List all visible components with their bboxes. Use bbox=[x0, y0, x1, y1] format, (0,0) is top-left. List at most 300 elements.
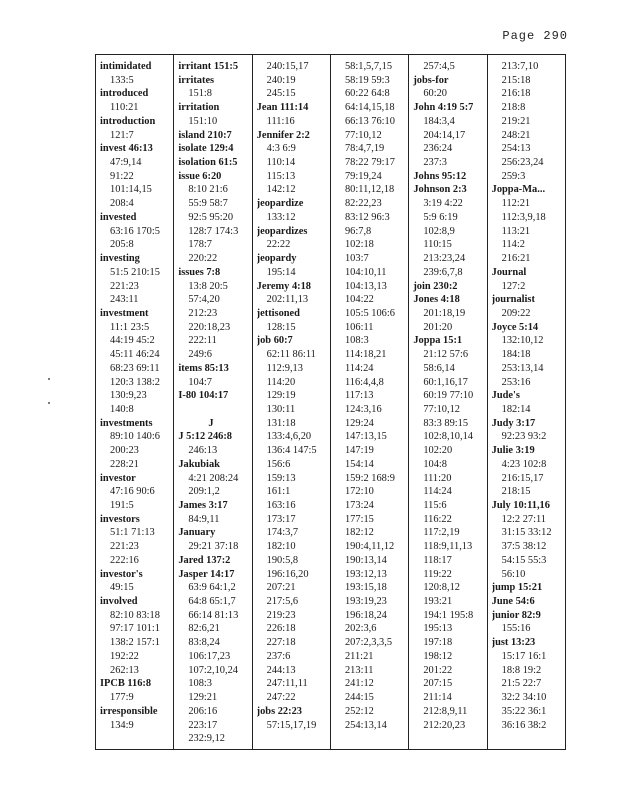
index-reference: 128:15 bbox=[266, 321, 296, 333]
index-reference: 114:24 bbox=[344, 362, 374, 374]
index-reference: 64:8 65:1,7 bbox=[188, 596, 236, 608]
index-reference: 257:4,5 bbox=[423, 61, 455, 72]
index-reference: 102:20 bbox=[423, 445, 453, 457]
index-reference: 173:24 bbox=[344, 500, 374, 511]
index-reference: 82:6,21 bbox=[188, 623, 220, 635]
index-column-4 bbox=[330, 55, 408, 749]
index-reference: 184:18 bbox=[501, 349, 531, 361]
page-number: Page 290 bbox=[502, 29, 568, 43]
index-reference: 111:20 bbox=[423, 472, 452, 484]
index-reference: 66:13 76:10 bbox=[344, 115, 395, 127]
index-column-6 bbox=[487, 55, 565, 749]
index-reference: 127:2 bbox=[501, 280, 526, 292]
index-term: Jones 4:18 bbox=[413, 294, 460, 306]
index-reference: 101:14,15 bbox=[110, 184, 152, 196]
index-reference: 212:20,23 bbox=[423, 719, 466, 731]
index-reference: 216:21 bbox=[501, 253, 531, 265]
index-reference: 117:13 bbox=[344, 390, 374, 402]
index-reference: 57:4,20 bbox=[188, 294, 220, 306]
index-reference: 202:3,6 bbox=[344, 623, 377, 635]
index-term: jeopardy bbox=[256, 253, 297, 265]
index-reference: 201:22 bbox=[423, 664, 453, 676]
index-reference: 194:1 195:8 bbox=[423, 609, 474, 621]
index-term: jeopardizes bbox=[256, 225, 308, 237]
index-reference: 120:8,12 bbox=[423, 582, 460, 594]
index-reference: 237:6 bbox=[266, 650, 291, 662]
index-term: issues 7:8 bbox=[178, 266, 221, 278]
index-reference: 156:6 bbox=[266, 458, 291, 470]
index-reference: 133:12 bbox=[266, 211, 296, 223]
index-reference: 196:18,24 bbox=[344, 609, 387, 621]
index-term: investor's bbox=[100, 568, 143, 580]
index-term: investing bbox=[100, 253, 140, 265]
index-reference: 244:13 bbox=[266, 664, 296, 676]
index-reference: 116:22 bbox=[423, 513, 452, 525]
index-reference: 182:10 bbox=[266, 541, 296, 553]
index-reference: 102:8,10,14 bbox=[423, 431, 473, 443]
index-term: jettisoned bbox=[256, 307, 300, 319]
index-reference: 172:10 bbox=[344, 486, 374, 498]
index-term: isolate 129:4 bbox=[178, 143, 234, 155]
index-reference: 193:15,18 bbox=[344, 582, 387, 594]
index-reference: 44:19 45:2 bbox=[110, 335, 155, 347]
index-column-5 bbox=[408, 55, 486, 749]
index-reference: 182:14 bbox=[501, 403, 531, 415]
index-reference: 163:16 bbox=[266, 500, 296, 511]
index-reference: 244:15 bbox=[344, 692, 374, 704]
index-term: introduction bbox=[100, 115, 156, 127]
index-term: June 54:6 bbox=[491, 596, 535, 608]
index-reference: 136:4 147:5 bbox=[266, 445, 317, 457]
index-reference: 253:13,14 bbox=[501, 362, 544, 374]
index-reference: 253:16 bbox=[501, 376, 531, 388]
index-reference: 252:12 bbox=[344, 705, 374, 717]
index-term: Julie 3:19 bbox=[491, 445, 535, 457]
index-term: isolation 61:5 bbox=[178, 157, 238, 169]
index-term: investments bbox=[100, 417, 153, 429]
index-column-1 bbox=[96, 55, 173, 749]
index-reference: 111:16 bbox=[266, 115, 295, 127]
index-reference: 60:19 77:10 bbox=[423, 390, 474, 402]
index-reference: 102:8,9 bbox=[423, 225, 455, 237]
index-reference: 240:19 bbox=[266, 74, 296, 86]
index-reference: 18:8 19:2 bbox=[501, 664, 542, 676]
index-term: investment bbox=[100, 307, 149, 319]
index-term: J 5:12 246:8 bbox=[178, 431, 233, 443]
index-term: Joyce 5:14 bbox=[491, 321, 539, 333]
index-reference: 151:10 bbox=[188, 115, 218, 127]
index-reference: 112:21 bbox=[501, 198, 531, 210]
index-reference: 83:3 89:15 bbox=[423, 417, 469, 429]
index-reference: 110:15 bbox=[423, 239, 452, 251]
index-reference: 184:3,4 bbox=[423, 115, 455, 127]
index-reference: 140:8 bbox=[110, 403, 134, 415]
index-reference: 77:10,12 bbox=[344, 129, 382, 141]
index-reference: 142:12 bbox=[266, 184, 296, 196]
index-reference: 64:14,15,18 bbox=[344, 102, 395, 114]
index-reference: 51:1 71:13 bbox=[110, 527, 155, 539]
word-index-table bbox=[95, 54, 566, 750]
index-reference: 104:13,13 bbox=[344, 280, 387, 292]
index-reference: 62:11 86:11 bbox=[266, 349, 316, 361]
index-reference: 128:7 174:3 bbox=[188, 225, 239, 237]
index-reference: 213:7,10 bbox=[501, 61, 539, 72]
index-reference: 45:11 46:24 bbox=[110, 349, 160, 361]
index-reference: 104:10,11 bbox=[344, 266, 387, 278]
index-reference bbox=[178, 403, 251, 417]
index-reference: 21:5 22:7 bbox=[501, 678, 542, 690]
index-reference: 36:16 38:2 bbox=[501, 719, 547, 731]
index-reference: 177:9 bbox=[110, 692, 134, 704]
index-term: journalist bbox=[491, 294, 535, 306]
index-reference: 254:13,14 bbox=[344, 719, 387, 731]
index-reference: 15:17 16:1 bbox=[501, 650, 547, 662]
index-reference: 178:7 bbox=[188, 239, 212, 251]
index-reference: 209:1,2 bbox=[188, 486, 220, 498]
index-term: Jean 111:14 bbox=[256, 102, 309, 114]
index-term: Jared 137:2 bbox=[178, 554, 231, 566]
index-reference: 227:18 bbox=[266, 637, 296, 649]
index-reference: 133:5 bbox=[110, 74, 134, 86]
index-reference: 207:21 bbox=[266, 582, 296, 594]
index-term: issue 6:20 bbox=[178, 170, 222, 182]
index-reference: 121:7 bbox=[110, 129, 134, 141]
index-reference: 92:23 93:2 bbox=[501, 431, 547, 443]
index-term: jump 15:21 bbox=[491, 582, 543, 594]
index-reference: 220:22 bbox=[188, 253, 218, 265]
index-term: irritant 151:5 bbox=[178, 61, 239, 72]
index-reference: 108:3 bbox=[188, 678, 212, 690]
margin-mark bbox=[48, 402, 50, 404]
index-term: Joppa 15:1 bbox=[413, 335, 463, 347]
index-term: I-80 104:17 bbox=[178, 390, 229, 402]
index-term: items 85:13 bbox=[178, 362, 229, 374]
index-reference: 174:3,7 bbox=[266, 527, 299, 539]
index-reference: 66:14 81:13 bbox=[188, 609, 239, 621]
index-reference: 68:23 69:11 bbox=[110, 362, 160, 374]
index-reference: 21:12 57:6 bbox=[423, 349, 469, 361]
index-reference: 47:9,14 bbox=[110, 157, 142, 169]
index-reference: 58:6,14 bbox=[423, 362, 455, 374]
index-reference: 102:18 bbox=[344, 239, 374, 251]
index-term: investors bbox=[100, 513, 140, 525]
index-term: invested bbox=[100, 211, 137, 223]
index-reference: 104:7 bbox=[188, 376, 212, 388]
index-reference: 3:19 4:22 bbox=[423, 198, 463, 210]
index-term: Joppa-Ma... bbox=[491, 184, 546, 196]
index-reference: 215:18 bbox=[501, 74, 531, 86]
index-reference: 106:11 bbox=[344, 321, 374, 333]
index-reference: 155:16 bbox=[501, 623, 531, 635]
index-reference: 82:22,23 bbox=[344, 198, 382, 210]
index-reference: 173:17 bbox=[266, 513, 296, 525]
index-reference: 202:11,13 bbox=[266, 294, 309, 306]
index-reference: 129:19 bbox=[266, 390, 296, 402]
index-term: Journal bbox=[491, 266, 527, 278]
index-reference: 118:17 bbox=[423, 554, 452, 566]
index-reference: 124:3,16 bbox=[344, 403, 382, 415]
index-term: invest 46:13 bbox=[100, 143, 153, 155]
index-term: irritation bbox=[178, 102, 220, 114]
index-reference: 78:4,7,19 bbox=[344, 143, 385, 155]
index-term: Jude's bbox=[491, 390, 520, 402]
index-reference: 217:5,6 bbox=[266, 596, 299, 608]
index-term: Jasper 14:17 bbox=[178, 568, 235, 580]
index-reference: 82:10 83:18 bbox=[110, 609, 160, 621]
index-reference: 262:13 bbox=[110, 664, 139, 676]
index-reference: 221:23 bbox=[110, 541, 139, 553]
index-term: IPCB 116:8 bbox=[100, 678, 152, 690]
index-reference: 190:4,11,12 bbox=[344, 541, 395, 553]
index-reference: 201:18,19 bbox=[423, 307, 466, 319]
index-reference: 103:7 bbox=[344, 253, 369, 265]
index-reference: 212:8,9,11 bbox=[423, 705, 468, 717]
index-reference: 208:4 bbox=[110, 198, 134, 210]
index-reference: 119:22 bbox=[423, 568, 452, 580]
index-reference: 207:15 bbox=[423, 678, 453, 690]
index-reference: 97:17 101:1 bbox=[110, 623, 160, 635]
index-reference: 226:18 bbox=[266, 623, 296, 635]
section-letter: J bbox=[208, 417, 214, 429]
index-reference: 130:9,23 bbox=[110, 390, 147, 402]
index-reference: 193:19,23 bbox=[344, 596, 387, 608]
index-reference: 130:11 bbox=[266, 403, 296, 415]
index-term: job 60:7 bbox=[256, 335, 293, 347]
index-reference: 116:4,4,8 bbox=[344, 376, 384, 388]
index-reference: 104:22 bbox=[344, 294, 374, 306]
index-term: join 230:2 bbox=[413, 280, 458, 292]
index-reference: 221:23 bbox=[110, 280, 139, 292]
index-term: Jennifer 2:2 bbox=[256, 129, 310, 141]
index-reference: 117:2,19 bbox=[423, 527, 460, 539]
index-reference: 110:21 bbox=[110, 102, 139, 114]
index-reference: 112:9,13 bbox=[266, 362, 303, 374]
index-reference: 60:20 bbox=[423, 88, 447, 100]
index-reference: 147:19 bbox=[344, 445, 374, 457]
index-term: James 3:17 bbox=[178, 500, 228, 511]
index-reference: 222:16 bbox=[110, 554, 139, 566]
index-reference: 192:22 bbox=[110, 650, 139, 662]
index-term: Johnson 2:3 bbox=[413, 184, 467, 196]
index-reference: 91:22 bbox=[110, 170, 134, 182]
index-reference: 58:1,5,7,15 bbox=[344, 61, 393, 72]
index-reference: 4:21 208:24 bbox=[188, 472, 239, 484]
index-reference: 223:17 bbox=[188, 719, 218, 731]
index-reference: 147:13,15 bbox=[344, 431, 387, 443]
index-term: Jakubiak bbox=[178, 458, 220, 470]
index-reference: 31:15 33:12 bbox=[501, 527, 552, 539]
index-reference: 120:3 138:2 bbox=[110, 376, 160, 388]
index-reference: 4:3 6:9 bbox=[266, 143, 296, 155]
index-reference: 114:20 bbox=[266, 376, 296, 388]
index-reference: 129:21 bbox=[188, 692, 218, 704]
index-reference: 32:2 34:10 bbox=[501, 692, 547, 704]
index-reference: 113:21 bbox=[501, 225, 531, 237]
index-reference: 104:8 bbox=[423, 458, 447, 470]
index-reference: 132:10,12 bbox=[501, 335, 544, 347]
index-term: island 210:7 bbox=[178, 129, 232, 141]
index-reference: 177:15 bbox=[344, 513, 374, 525]
index-reference: 118:9,11,13 bbox=[423, 541, 473, 553]
index-column-3 bbox=[252, 55, 330, 749]
index-reference: 240:15,17 bbox=[266, 61, 309, 72]
index-reference: 37:5 38:12 bbox=[501, 541, 547, 553]
index-reference: 114:24 bbox=[423, 486, 452, 498]
index-reference: 218:15 bbox=[501, 486, 531, 498]
index-reference: 216:15,17 bbox=[501, 472, 544, 484]
index-reference: 204:14,17 bbox=[423, 129, 466, 141]
index-reference: 35:22 36:1 bbox=[501, 705, 547, 717]
index-reference: 8:10 21:6 bbox=[188, 184, 228, 196]
index-reference: 222:11 bbox=[188, 335, 217, 347]
index-reference: 51:5 210:15 bbox=[110, 266, 160, 278]
index-column-2 bbox=[173, 55, 251, 749]
index-reference: 80:11,12,18 bbox=[344, 184, 395, 196]
index-reference: 220:18,23 bbox=[188, 321, 231, 333]
index-reference: 209:22 bbox=[501, 307, 531, 319]
index-reference: 79:19,24 bbox=[344, 170, 382, 182]
index-reference: 200:23 bbox=[110, 445, 139, 457]
index-reference: 256:23,24 bbox=[501, 157, 544, 169]
index-reference: 83:12 96:3 bbox=[344, 211, 390, 223]
index-reference: 213:11 bbox=[344, 664, 374, 676]
index-reference: 182:12 bbox=[344, 527, 374, 539]
index-term: January bbox=[178, 527, 216, 539]
index-reference: 114:2 bbox=[501, 239, 525, 251]
index-reference: 154:14 bbox=[344, 458, 374, 470]
index-reference: 55:9 58:7 bbox=[188, 198, 228, 210]
index-reference: 193:21 bbox=[423, 596, 453, 608]
index-reference: 254:13 bbox=[501, 143, 531, 155]
index-term: John 4:19 5:7 bbox=[413, 102, 474, 114]
index-reference: 212:23 bbox=[188, 307, 218, 319]
index-reference: 247:11,11 bbox=[266, 678, 308, 690]
index-reference: 195:13 bbox=[423, 623, 453, 635]
index-term: Jeremy 4:18 bbox=[256, 280, 311, 292]
margin-mark bbox=[48, 378, 50, 380]
index-term: investor bbox=[100, 472, 136, 484]
index-reference: 191:5 bbox=[110, 500, 134, 511]
index-term: jobs 22:23 bbox=[256, 705, 302, 717]
index-reference: 12:2 27:11 bbox=[501, 513, 546, 525]
index-reference: 159:2 168:9 bbox=[344, 472, 395, 484]
index-reference: 29:21 37:18 bbox=[188, 541, 239, 553]
index-reference: 22:22 bbox=[266, 239, 291, 251]
index-reference: 207:2,3,3,5 bbox=[344, 637, 393, 649]
index-reference: 134:9 bbox=[110, 719, 134, 731]
index-term: irritates bbox=[178, 74, 215, 86]
index-reference: 213:23,24 bbox=[423, 253, 466, 265]
index-reference: 56:10 bbox=[501, 568, 526, 580]
index-reference: 47:16 90:6 bbox=[110, 486, 155, 498]
index-reference: 218:8 bbox=[501, 102, 526, 114]
index-reference: 89:10 140:6 bbox=[110, 431, 160, 443]
index-reference: 219:21 bbox=[501, 115, 531, 127]
index-reference: 106:17,23 bbox=[188, 650, 231, 662]
index-reference: 83:8,24 bbox=[188, 637, 220, 649]
index-reference: 78:22 79:17 bbox=[344, 157, 395, 169]
index-reference: 211:21 bbox=[344, 650, 374, 662]
index-reference: 77:10,12 bbox=[423, 403, 460, 415]
index-reference: 228:21 bbox=[110, 458, 139, 470]
index-reference: 241:12 bbox=[344, 678, 374, 690]
index-term: jeopardize bbox=[256, 198, 304, 210]
index-reference: 151:8 bbox=[188, 88, 212, 100]
index-reference: 4:23 102:8 bbox=[501, 458, 547, 470]
index-reference: 247:22 bbox=[266, 692, 296, 704]
index-reference: 114:18,21 bbox=[344, 349, 387, 361]
index-reference: 60:22 64:8 bbox=[344, 88, 390, 100]
index-reference: 49:15 bbox=[110, 582, 134, 594]
index-reference: 197:18 bbox=[423, 637, 453, 649]
index-reference: 248:21 bbox=[501, 129, 531, 141]
index-term: jobs-for bbox=[413, 74, 449, 86]
index-reference: 245:15 bbox=[266, 88, 296, 100]
index-reference: 198:12 bbox=[423, 650, 453, 662]
index-reference: 219:23 bbox=[266, 609, 296, 621]
index-reference: 92:5 95:20 bbox=[188, 211, 234, 223]
index-reference: 239:6,7,8 bbox=[423, 266, 463, 278]
index-reference: 232:9,12 bbox=[188, 733, 225, 745]
index-reference: 63:16 170:5 bbox=[110, 225, 160, 237]
index-reference: 58:19 59:3 bbox=[344, 74, 390, 86]
index-reference: 108:3 bbox=[344, 335, 369, 347]
index-reference: 246:13 bbox=[188, 445, 218, 457]
index-reference: 57:15,17,19 bbox=[266, 719, 317, 731]
index-reference: 138:2 157:1 bbox=[110, 637, 160, 649]
index-reference: 5:9 6:19 bbox=[423, 211, 458, 223]
index-reference: 107:2,10,24 bbox=[188, 664, 238, 676]
index-reference: 190:13,14 bbox=[344, 554, 387, 566]
index-reference: 161:1 bbox=[266, 486, 291, 498]
index-reference: 115:13 bbox=[266, 170, 296, 182]
index-reference: 216:18 bbox=[501, 88, 531, 100]
index-reference: 211:14 bbox=[423, 692, 452, 704]
index-term: involved bbox=[100, 596, 138, 608]
index-reference: 115:6 bbox=[423, 500, 447, 511]
index-term: introduced bbox=[100, 88, 149, 100]
index-reference: 193:12,13 bbox=[344, 568, 387, 580]
index-reference: 54:15 55:3 bbox=[501, 554, 547, 566]
index-term: Judy 3:17 bbox=[491, 417, 536, 429]
index-reference: 63:9 64:1,2 bbox=[188, 582, 236, 594]
index-term: irresponsible bbox=[100, 705, 158, 717]
index-reference: 159:13 bbox=[266, 472, 296, 484]
index-reference: 13:8 20:5 bbox=[188, 280, 228, 292]
index-reference: 129:24 bbox=[344, 417, 374, 429]
index-reference: 196:16,20 bbox=[266, 568, 309, 580]
index-term: junior 82:9 bbox=[491, 609, 541, 621]
index-reference: 133:4,6,20 bbox=[266, 431, 312, 443]
index-reference: 105:5 106:6 bbox=[344, 307, 395, 319]
index-reference: 131:18 bbox=[266, 417, 296, 429]
index-term: July 10:11,16 bbox=[491, 500, 550, 511]
index-reference: 205:8 bbox=[110, 239, 134, 251]
index-term: just 13:23 bbox=[491, 637, 536, 649]
index-reference: 206:16 bbox=[188, 705, 218, 717]
index-reference: 236:24 bbox=[423, 143, 453, 155]
index-term: Johns 95:12 bbox=[413, 170, 467, 182]
index-reference: 201:20 bbox=[423, 321, 453, 333]
index-reference: 195:14 bbox=[266, 266, 296, 278]
index-reference: 259:3 bbox=[501, 170, 526, 182]
index-reference: 84:9,11 bbox=[188, 513, 220, 525]
index-term: intimidated bbox=[100, 61, 152, 72]
index-reference: 243:11 bbox=[110, 294, 139, 306]
index-reference: 96:7,8 bbox=[344, 225, 372, 237]
index-reference: 249:6 bbox=[188, 349, 212, 361]
index-reference: 60:1,16,17 bbox=[423, 376, 468, 388]
